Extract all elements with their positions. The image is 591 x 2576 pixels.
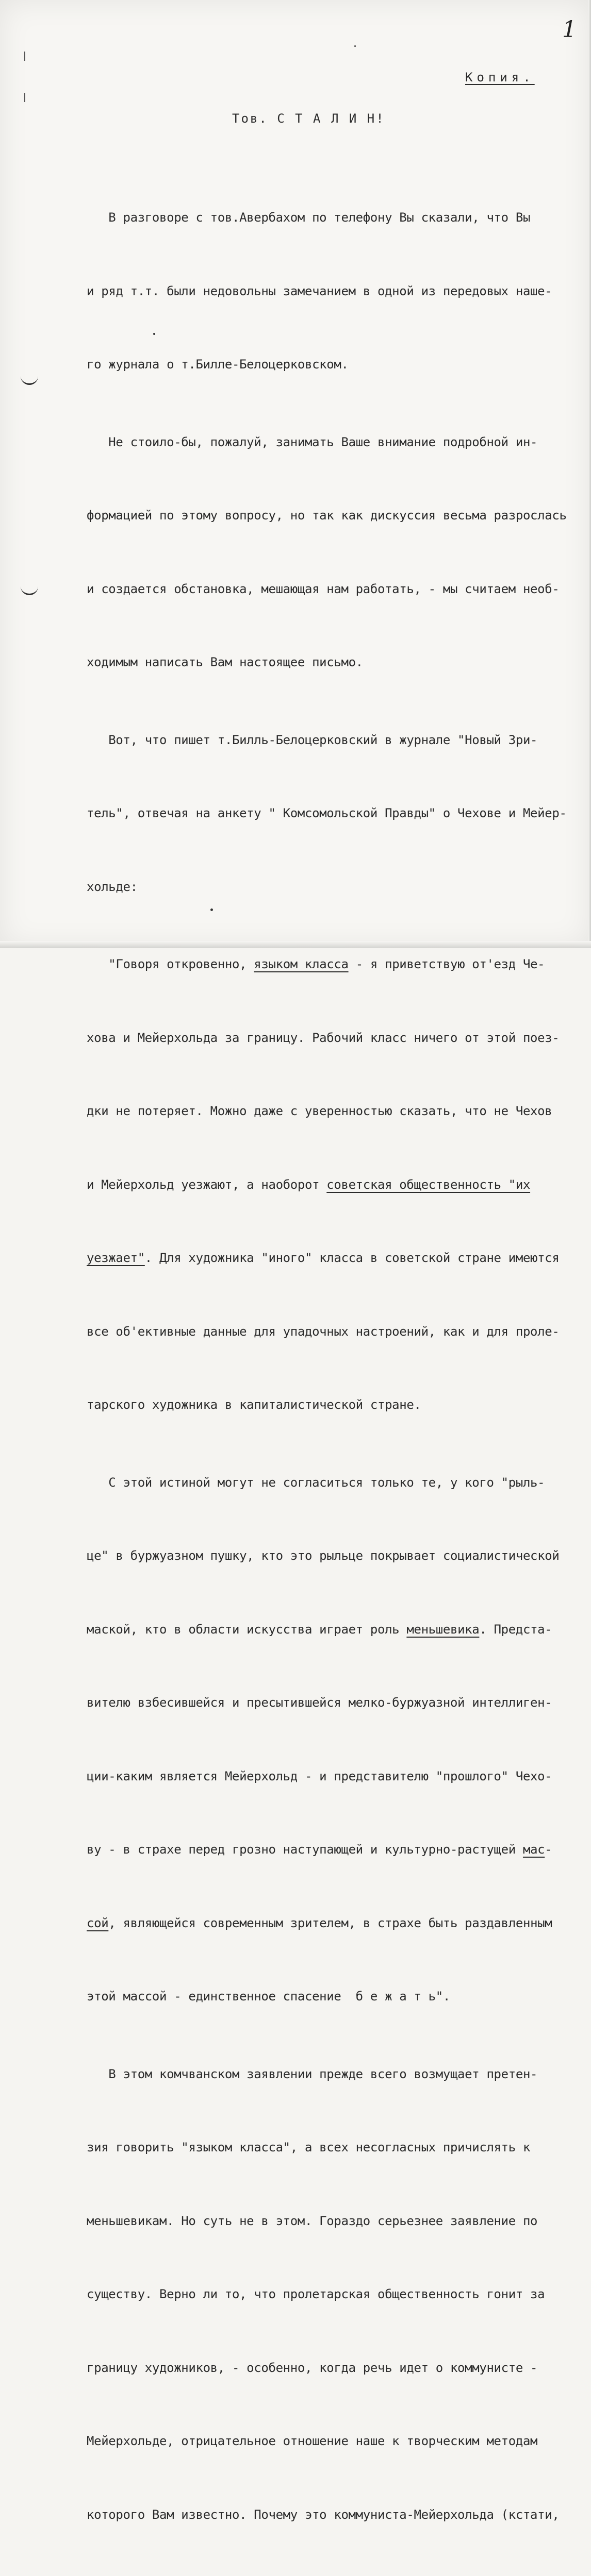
text-line: и ряд т.т. были недовольны замечанием в одной из передовых наше- (87, 283, 552, 298)
text-line: уезжает". Для художника "иного" класса в советской стране имеются (87, 1251, 560, 1265)
punch-hole-mark (21, 375, 38, 385)
text-line: дки не потеряет. Можно даже с уверенностью сказать, что не Чехов (87, 1104, 552, 1118)
ink-dot (354, 45, 356, 47)
text-line: хольде: (87, 879, 138, 894)
page-edge-shadow (588, 0, 591, 948)
text-line: все об'ективные данные для упадочных настроений, как и для проле- (87, 1324, 560, 1339)
text-line: Мейерхольде, отрицательное отношение наше к творческим методам (87, 2434, 538, 2448)
copy-label: Копия. (465, 70, 535, 85)
punch-hole-mark (21, 585, 38, 595)
page-number: 1 (562, 16, 577, 43)
text-line: которого Вам известно. Почему это коммуниста-Мейерхольда (кстати, (87, 2507, 560, 2522)
text-line: хова и Мейерхольда за границу. Рабочий класс ничего от этой поез- (87, 1030, 560, 1045)
text-line: формацией по этому вопросу, но так как дискуссия весьма разрослась (87, 508, 567, 523)
text-line: ции-каким является Мейерхольд - и представителю "прошлого" Чехо- (87, 1769, 552, 1783)
text-line: зия говорить "языком класса", а всех несогласных причислять к (87, 2140, 531, 2154)
text-line: и Мейерхольд уезжают, а наоборот советская общественность "их (87, 1177, 531, 1192)
text-line: В этом комчванском заявлении прежде всего возмущает претен- (87, 2066, 538, 2081)
text-line: сой, являющейся современным зрителем, в страхе быть раздавленным (87, 1915, 552, 1930)
salutation: Тов. С Т А Л И Н! (232, 111, 385, 126)
text-line: ву - в страхе перед грозно наступающей и культурно-растущей мас- (87, 1842, 552, 1857)
text-line: В разговоре с тов.Авербахом по телефону Вы сказали, что Вы (87, 210, 531, 225)
text-line: этой массой - единственное спасение б е ж а т ь". (87, 1989, 450, 2003)
text-line: ходимым написать Вам настоящее письмо. (87, 655, 363, 669)
underlined-phrase: советская общественность "их (326, 1177, 531, 1192)
text-line: и создается обстановка, мешающая нам работать, - мы считаем необ- (87, 581, 560, 596)
underlined-phrase: меньшевика (406, 1622, 480, 1637)
text-line: тарского художника в капиталистической стране. (87, 1398, 421, 1412)
margin-mark (24, 52, 25, 61)
underlined-phrase: языком класса (254, 957, 349, 971)
text-line: це" в буржуазном пушку, кто это рыльце покрывает социалистической (87, 1548, 560, 1563)
underlined-phrase: сой (87, 1915, 109, 1930)
text-line: маской, кто в области искусства играет роль меньшевика. Предста- (87, 1622, 552, 1637)
text-line: Вот, что пишет т.Билль-Белоцерковский в журнале "Новый Зри- (87, 732, 538, 747)
text-line: го журнала о т.Билле-Белоцерковском. (87, 357, 349, 372)
text-line: границу художников, - особенно, когда речь идет о коммунисте - (87, 2360, 538, 2375)
text-line: тель", отвечая на анкету " Комсомольской Правды" о Чехове и Мейер- (87, 806, 567, 820)
text-line: С этой истиной могут не согласиться только те, у кого "рыль- (87, 1475, 545, 1490)
margin-mark (24, 93, 25, 102)
text-line: Не стоило-бы, пожалуй, занимать Ваше внимание подробной ин- (87, 434, 538, 449)
text-line: вителю взбесившейся и пресытившейся мелко-буржуазной интеллиген- (87, 1695, 552, 1710)
text-line: "Говоря откровенно, языком класса - я приветствую от'езд Че- (87, 957, 545, 971)
text-line: существу. Верно ли то, что пролетарская общественность гонит за (87, 2287, 545, 2301)
underlined-phrase: мас (522, 1842, 545, 1857)
text-line: меньшевикам. Но суть не в этом. Гораздо серьезнее заявление по (87, 2213, 538, 2228)
underlined-phrase: уезжает" (87, 1251, 145, 1265)
letter-body (87, 157, 582, 2576)
